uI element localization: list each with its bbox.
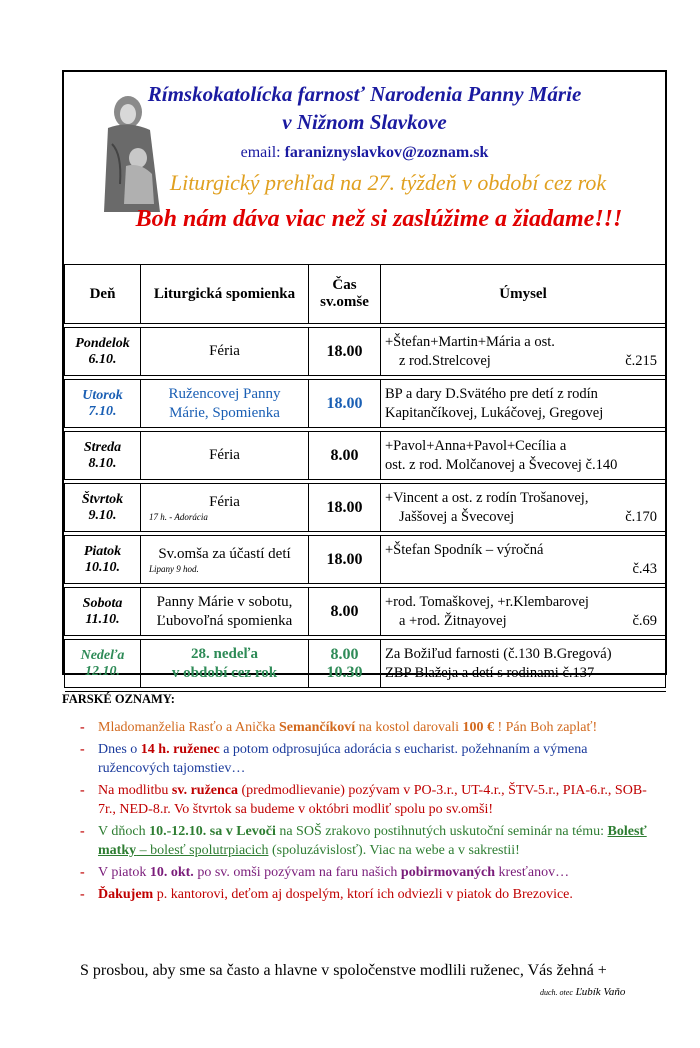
email-link[interactable]: faraniznyslavkov@zoznam.sk [284,144,489,161]
liturgy-cell: Féria [141,328,309,376]
parish-title: Rímskokatolícka farnosť Narodenia Panny Márie [147,82,582,106]
day-cell: Nedeľa 12.10. [65,640,141,688]
notice-item: - V piatok 10. okt. po sv. omši pozývam na faru našich pobirmovaných kresťanov… [80,865,570,880]
parish-location: v Nižnom Slavkove [282,110,447,134]
intention-cell: +rod. Tomaškovej, +r.Klembarovej a +rod. Žitnayovej č.69 [381,588,666,636]
notice-item: - Ďakujem p. kantorovi, deťom aj dospelým, ktorí ich odviezli v piatok do Brezovice. [80,887,573,902]
liturgy-cell: 28. nedeľa v období cez rok [141,640,309,688]
notice-item: - Dnes o 14 h. ruženec a potom odprosujúca adorácia s eucharist. požehnaním a výmena ružencových tajomstiev… [80,742,588,776]
table-row [65,484,666,532]
day-cell: Štvrtok 9.10. [65,484,141,532]
schedule-frame [62,70,667,681]
table-header-row [65,265,666,324]
time-cell: 18.00 [309,536,381,584]
day-cell: Streda 8.10. [65,432,141,480]
time-cell: 8.00 [309,588,381,636]
liturgy-cell: Féria 17 h. - Adorácia [141,484,309,532]
liturgy-cell: Ružencovej Panny Márie, Spomienka [141,380,309,428]
signature: duch. otec Ľubík Vaňo [540,986,626,998]
email-line [64,144,665,162]
notices-heading: FARSKÉ OZNAMY: [62,692,175,706]
time-cell: 18.00 [309,328,381,376]
col-header-time: Čas sv.omše [309,265,381,324]
time-cell: 8.00 10.30 [309,640,381,688]
liturgical-overview: Liturgický prehľad na 27. týždeň v období cez rok [169,170,607,195]
notices-list [62,718,662,907]
header [64,72,665,264]
time-cell: 8.00 [309,432,381,480]
day-cell: Pondelok 6.10. [65,328,141,376]
notice-item: - Na modlitbu sv. ruženca (predmodlievanie) pozývam v PO-3.r., UT-4.r., ŠTV-5.r., PIA-6.r., SOB-7r., NED-8.r. Vo štvrtok sa budeme v októbri modliť spolu po sv.omši! [80,783,647,817]
intention-cell: +Štefan+Martin+Mária a ost. z rod.Strelcovej č.215 [381,328,666,376]
email-label: email: [240,144,281,161]
intention-cell: Za Božiľud farnosti (č.130 B.Gregová) ZBP Blažeja a detí s rodinami č.137 [381,640,666,688]
liturgy-cell: Panny Márie v sobotu, Ľubovoľná spomienka [141,588,309,636]
liturgy-cell: Sv.omša za účastí detí Lipany 9 hod. [141,536,309,584]
notice-item: - Mladomanželia Rasťo a Anička Semančíkoví na kostol darovali 100 € ! Pán Boh zaplať! [80,720,598,735]
table-row [65,640,666,688]
motto: Boh nám dáva viac než si zaslúžime a žiadame!!! [135,206,623,232]
col-header-day: Deň [65,265,141,324]
table-row [65,432,666,480]
intention-cell: +Pavol+Anna+Pavol+Cecília a ost. z rod. Molčanovej a Švecovej č.140 [381,432,666,480]
time-cell: 18.00 [309,484,381,532]
day-cell: Piatok 10.10. [65,536,141,584]
col-header-liturgy: Liturgická spomienka [141,265,309,324]
table-row [65,588,666,636]
day-cell: Sobota 11.10. [65,588,141,636]
intention-cell: BP a dary D.Svätého pre detí z rodín Kapitančíkovej, Lukáčovej, Gregovej [381,380,666,428]
notice-item: - V dňoch 10.-12.10. sa v Levoči na SOŠ zrakovo postihnutých uskutoční seminár na tému: Bolesť matky – bolesť spolutrpiacich (spoluzávislosť). Viac na webe a v sakrestii! [80,824,647,858]
closing-text: S prosbou, aby sme sa často a hlavne v spoločenstve modlili ruženec, Vás žehná + [80,962,607,979]
intention-cell: +Štefan Spodník – výročná č.43 [381,536,666,584]
col-header-intention: Úmysel [381,265,666,324]
table-row [65,380,666,428]
day-cell: Utorok 7.10. [65,380,141,428]
liturgy-cell: Féria [141,432,309,480]
table-row [65,328,666,376]
time-cell: 18.00 [309,380,381,428]
schedule-table [64,264,666,692]
table-row [65,536,666,584]
intention-cell: +Vincent a ost. z rodín Trošanovej, Jaššovej a Švecovej č.170 [381,484,666,532]
